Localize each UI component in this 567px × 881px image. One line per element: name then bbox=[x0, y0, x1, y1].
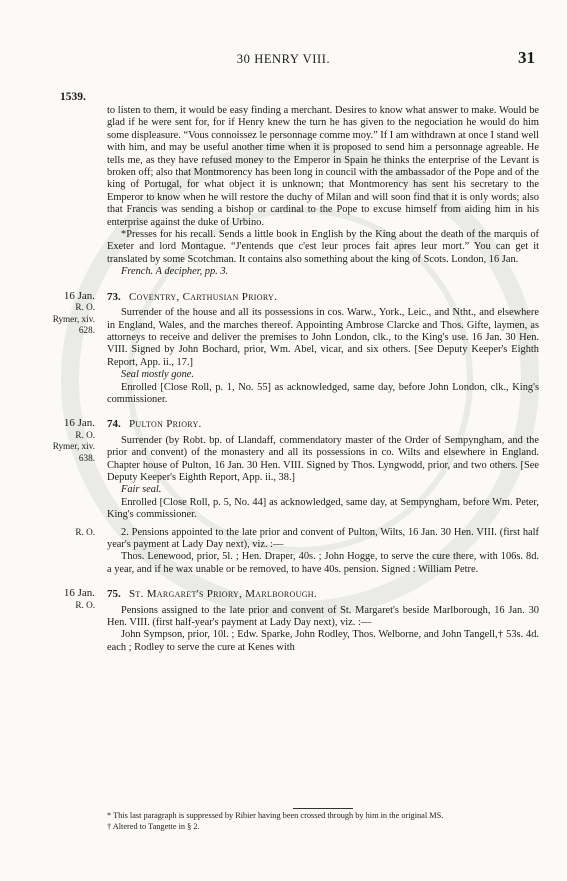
seal-note: Seal mostly gone. bbox=[121, 369, 195, 381]
entry-75-margin bbox=[7, 588, 95, 611]
continued-paragraph: to listen to them, it would be easy finding a merchant. Desires to know what answer to make. Would be glad if he were sent for, for if Henry knew the turn he has given to the negociation he would do him some displeasure. “Vous connoissez le personnage comme moy.” If I am withdrawn at once I stand well with him, and may be useful another time when it is proposed to send him a personnage agreable. He tells me, as they have refused money to the Emperor in Spain he thinks the enterprise of the Levant is broken off; also that Montmorency has been long in council with the ambassador of the Pope and of the king of Portugal, for what object it is unknown; that Montmorency has sent his secretary to the Emperor to know when he will restore the duchy of Milan and will soon find that it is only words; also that Francis was sending a bishop or cardinal to the Pope to excuse himself from aiding him in his enterprise against the duke of Urbino. bbox=[107, 105, 539, 228]
entry-title: St. Margaret's Priory, Marlborough. bbox=[129, 588, 317, 601]
footnote-rule bbox=[293, 808, 353, 809]
entry-paragraph: Surrender (by Robt. bp. of Llandaff, commendatory master of the Order of Sempyngham, and the prior and convent) of the monastery and all its possessions in co. Wilts and elsewhere in England. Chapter house of Pulton, 16 Jan. 30 Hen. VIII. Signed by Thos. Lyngwodd, prior, and two others. [See Deputy Keeper's Eighth Report, App. ii., 38.] bbox=[107, 434, 539, 483]
pensions-paragraph: 2. Pensions appointed to the late prior and convent of Pulton, Wilts, 16 Jan. 30 Hen. VIII. (first half year's payment at Lady Day next), viz. :— bbox=[107, 526, 539, 550]
entry-title: Coventry, Carthusian Priory. bbox=[129, 290, 278, 303]
margin-ref-page: 628. bbox=[78, 325, 95, 336]
margin-source: R. O. bbox=[75, 429, 95, 440]
entry-number: 74. bbox=[107, 418, 121, 431]
entry-heading bbox=[107, 291, 539, 303]
entry-date: 16 Jan. bbox=[63, 587, 95, 600]
continued-paragraph-2: *Presses for his recall. Sends a little book in English by the King about the death of the marquis of Exeter and lord Montague. “J'entends que c'est leur proces fait apres leur mort.” You can get it translated by some Scotchman. It contains also something about the king of Scots. London, 16 Jan. bbox=[107, 229, 539, 265]
margin-source-2: R. O. bbox=[75, 526, 95, 537]
running-head: 30 HENRY VIII. bbox=[236, 52, 331, 66]
margin-ref-page: 638. bbox=[78, 452, 95, 463]
year-marker: 1539. bbox=[60, 91, 86, 103]
entry-title: Pulton Priory. bbox=[129, 418, 202, 431]
margin-source: R. O. bbox=[75, 302, 95, 313]
entry-heading bbox=[107, 588, 539, 600]
main-text bbox=[52, 105, 539, 654]
entry-73 bbox=[52, 289, 539, 407]
seal-note: Fair seal. bbox=[121, 484, 162, 496]
footnotes bbox=[107, 808, 539, 832]
entry-75 bbox=[63, 587, 539, 654]
entry-paragraph: Surrender of the house and all its possessions in cos. Warw., York., Leic., and Ntht., and elsewhere in England, Wales, and the marches thereof. Appointing Ambrose Clarcke and Thos. Gifte, laymen, as attorneys to receive and deliver the premises to John London, clk., to the King's use. 16 Jan. 30 Hen. VIII. Signed by John Bochard, prior, Wm. Abel, vicar, and six others. [See Deputy Keeper's Eighth Report, App. ii., 17.] bbox=[107, 307, 539, 368]
margin-source: R. O. bbox=[75, 599, 95, 610]
source-note: French. A decipher, pp. 3. bbox=[121, 266, 229, 278]
entry-date: 16 Jan. bbox=[63, 417, 95, 430]
entry-74 bbox=[52, 417, 539, 576]
entry-heading bbox=[107, 418, 539, 430]
margin-ref: Rymer, xiv. bbox=[52, 441, 95, 452]
page-number: 31 bbox=[518, 48, 535, 67]
enrolled-note: Enrolled [Close Roll, p. 5, No. 44] as acknowledged, same day, at Sempyngham, before Wm. Peter, King's commissioner. bbox=[107, 496, 539, 521]
entry-74-margin bbox=[7, 418, 95, 464]
pensions-list: John Sympson, prior, 10l. ; Edw. Sparke, John Rodley, Thos. Welborne, and John Tangell,† 53s. 4d. each ; Rodley to serve the cure at Kenes with bbox=[107, 629, 539, 653]
footnote-1: * This last paragraph is suppressed by Ribier having been crossed through by him in the original MS. bbox=[107, 811, 444, 820]
entry-number: 73. bbox=[107, 290, 121, 303]
pensions-list: Thos. Lenewood, prior, 5l. ; Hen. Draper, 40s. ; John Hogge, to serve the cure there, with 106s. 8d. a year, and if he wax unable or be removed, to have 40s. pension. Signed : William Petre. bbox=[107, 551, 539, 575]
enrolled-note: Enrolled [Close Roll, p. 1, No. 55] as acknowledged, same day, before John London, clk., King's commissioner. bbox=[107, 381, 539, 405]
footnote-2: † Altered to Tangette in § 2. bbox=[107, 821, 200, 831]
margin-ref: Rymer, xiv. bbox=[52, 313, 95, 324]
entry-number: 75. bbox=[107, 588, 121, 601]
entry-74-part-2 bbox=[75, 526, 539, 577]
entry-73-margin bbox=[7, 291, 95, 337]
entry-date: 16 Jan. bbox=[63, 289, 95, 302]
entry-paragraph: Pensions assigned to the late prior and convent of St. Margaret's beside Marlborough, 16 Jan. 30 Hen. VIII. (first half-year's payment at Lady Day next), viz. :— bbox=[107, 604, 539, 629]
